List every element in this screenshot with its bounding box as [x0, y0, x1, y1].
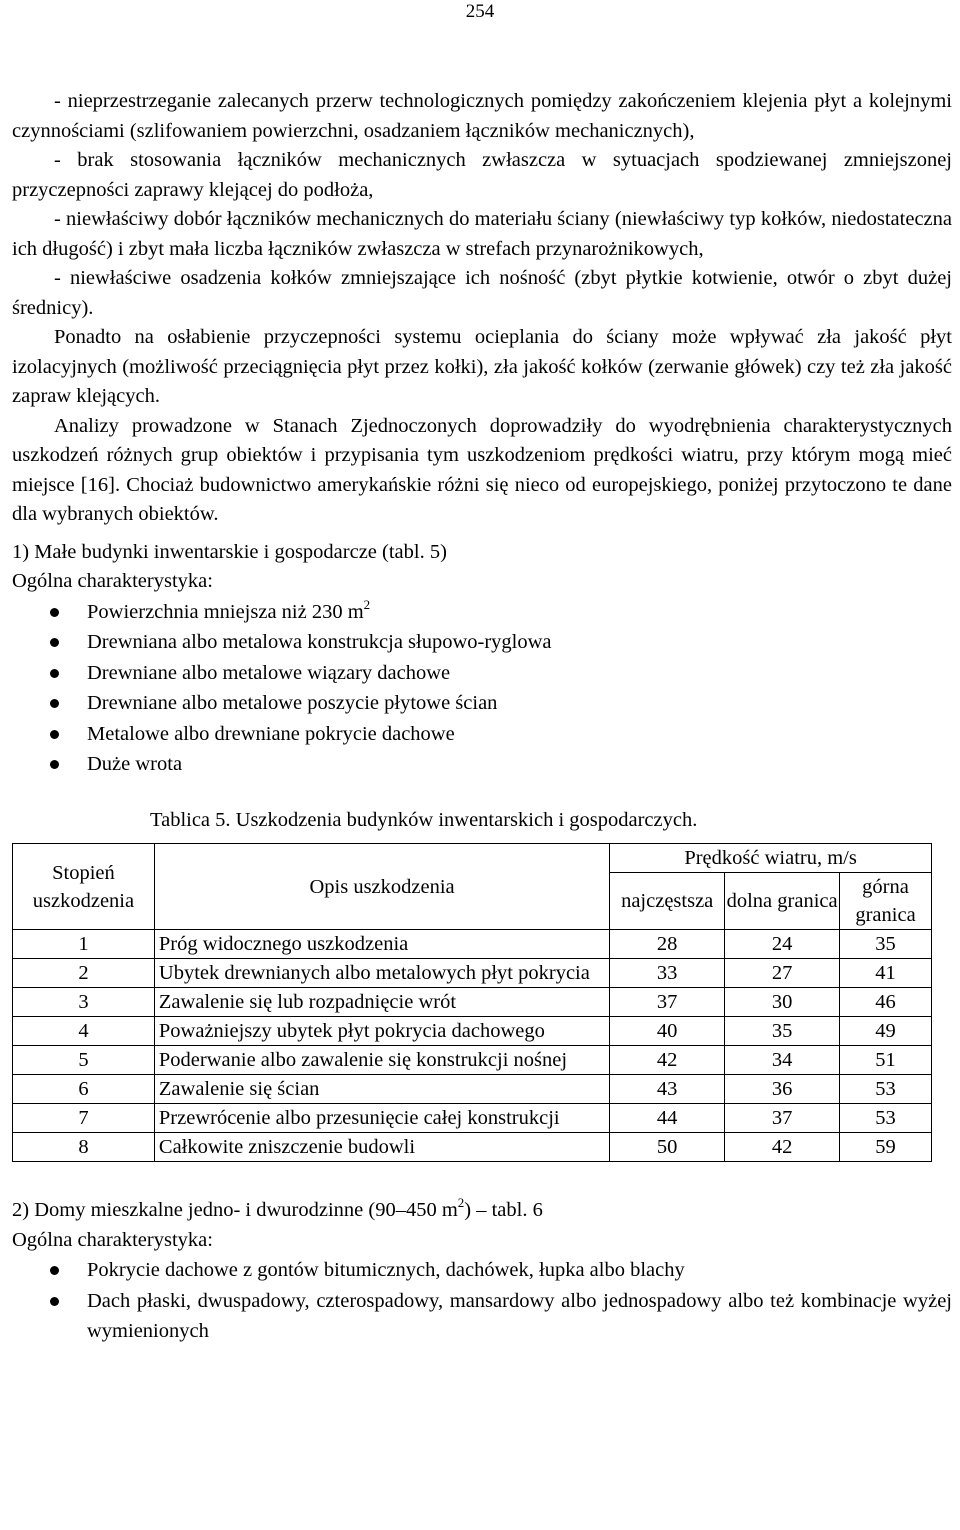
page-number: 254: [465, 1, 495, 22]
section-1-subheading: Ogólna charakterystyka:: [12, 570, 213, 592]
table-row: 7 Przewrócenie albo przesunięcie całej konstrukcji 44 37 53: [13, 1104, 932, 1133]
list-item: Drewniana albo metalowa konstrukcja słupowo-ryglowa: [12, 627, 952, 658]
table-caption: Tablica 5. Uszkodzenia budynków inwentarskich i gospodarczych.: [150, 808, 698, 831]
bullet-icon: [50, 638, 59, 647]
list-item: Dach płaski, dwuspadowy, czterospadowy, mansardowy albo jednospadowy albo też kombinacje wyżej wymienionych: [12, 1286, 952, 1347]
bullet-icon: [50, 1297, 59, 1306]
section-2-bullet-list: [12, 1255, 952, 1347]
paragraph-item-6: Analizy prowadzone w Stanach Zjednoczonych doprowadziły do wyodrębnienia charakterystycznych uszkodzeń różnych grup obiektów i przypisania tym uszkodzeniom prędkości wiatru, przy którym mogą mieć miejsce [16]. Chociaż budownictwo amerykańskie różni się nieco od europejskiego, poniżej przytoczono te dane dla wybranych obiektów.: [12, 414, 952, 525]
list-item: Metalowe albo drewniane pokrycie dachowe: [12, 719, 952, 750]
header-lower: dolna granica: [725, 873, 840, 930]
paragraph-item-4: - niewłaściwe osadzenia kołków zmniejszające ich nośność (zbyt płytkie kotwienie, otwór o zbyt dużej średnicy).: [12, 267, 952, 319]
table-row: 2 Ubytek drewnianych albo metalowych płyt pokrycia 33 27 41: [13, 959, 932, 988]
section-1-bullet-list: [12, 597, 952, 780]
page-content: [12, 87, 952, 1347]
list-item: Duże wrota: [12, 749, 952, 780]
list-item: Pokrycie dachowe z gontów bitumicznych, dachówek, łupka albo blachy: [12, 1255, 952, 1286]
table-row: 1 Próg widocznego uszkodzenia 28 24 35: [13, 930, 932, 959]
bullet-icon: [50, 699, 59, 708]
paragraph-item-5: Ponadto na osłabienie przyczepności systemu ocieplania do ściany może wpływać zła jakość płyt izolacyjnych (możliwość przeciągnięcia płyt przez kołki), zła jakość kołków (zerwanie główek) czy też zła jakość zapraw klejących.: [12, 326, 952, 407]
bullet-icon: [50, 730, 59, 739]
header-wind-speed: Prędkość wiatru, m/s: [610, 844, 932, 873]
list-item: Drewniane albo metalowe poszycie płytowe ścian: [12, 688, 952, 719]
paragraph-item-2: - brak stosowania łączników mechanicznych zwłaszcza w sytuacjach spodziewanej zmniejszonej przyczepności zaprawy klejącej do podłoża,: [12, 149, 952, 201]
damage-table: [12, 843, 932, 1162]
table-row: 4 Poważniejszy ubytek płyt pokrycia dachowego 40 35 49: [13, 1017, 932, 1046]
bullet-icon: [50, 608, 59, 617]
table-row: 5 Poderwanie albo zawalenie się konstrukcji nośnej 42 34 51: [13, 1046, 932, 1075]
header-degree: Stopień uszkodzenia: [13, 844, 155, 930]
section-1-heading: 1) Małe budynki inwentarskie i gospodarcze (tabl. 5): [12, 540, 447, 563]
section-2-heading: 2) Domy mieszkalne jedno- i dwurodzinne (90–450 $m^2$) – tabl. 6: [12, 1195, 543, 1221]
header-most-common: najczęstsza: [610, 873, 725, 930]
header-description: Opis uszkodzenia: [154, 844, 609, 930]
paragraph-item-1: - nieprzestrzeganie zalecanych przerw technologicznych pomiędzy zakończeniem klejenia płyt a kolejnymi czynnościami (szlifowaniem powierzchni, osadzaniem łączników mechanicznych),: [12, 90, 952, 142]
table-row: 3 Zawalenie się lub rozpadnięcie wrót 37 30 46: [13, 988, 932, 1017]
table-row: 6 Zawalenie się ścian 43 36 53: [13, 1075, 932, 1104]
bullet-icon: [50, 669, 59, 678]
paragraph-item-3: - niewłaściwy dobór łączników mechanicznych do materiału ściany (niewłaściwy typ kołków, niedostateczna ich długość) i zbyt mała liczba łączników zwłaszcza w strefach przynarożnikowych,: [12, 208, 952, 260]
section-2-subheading: Ogólna charakterystyka:: [12, 1228, 213, 1251]
list-item: Powierzchnia mniejsza niż 230 $m^2$: [12, 597, 952, 628]
list-item: Drewniane albo metalowe wiązary dachowe: [12, 658, 952, 689]
bullet-icon: [50, 760, 59, 769]
bullet-icon: [50, 1266, 59, 1275]
header-upper: górna granica: [840, 873, 932, 930]
table-row: 8 Całkowite zniszczenie budowli 50 42 59: [13, 1133, 932, 1162]
